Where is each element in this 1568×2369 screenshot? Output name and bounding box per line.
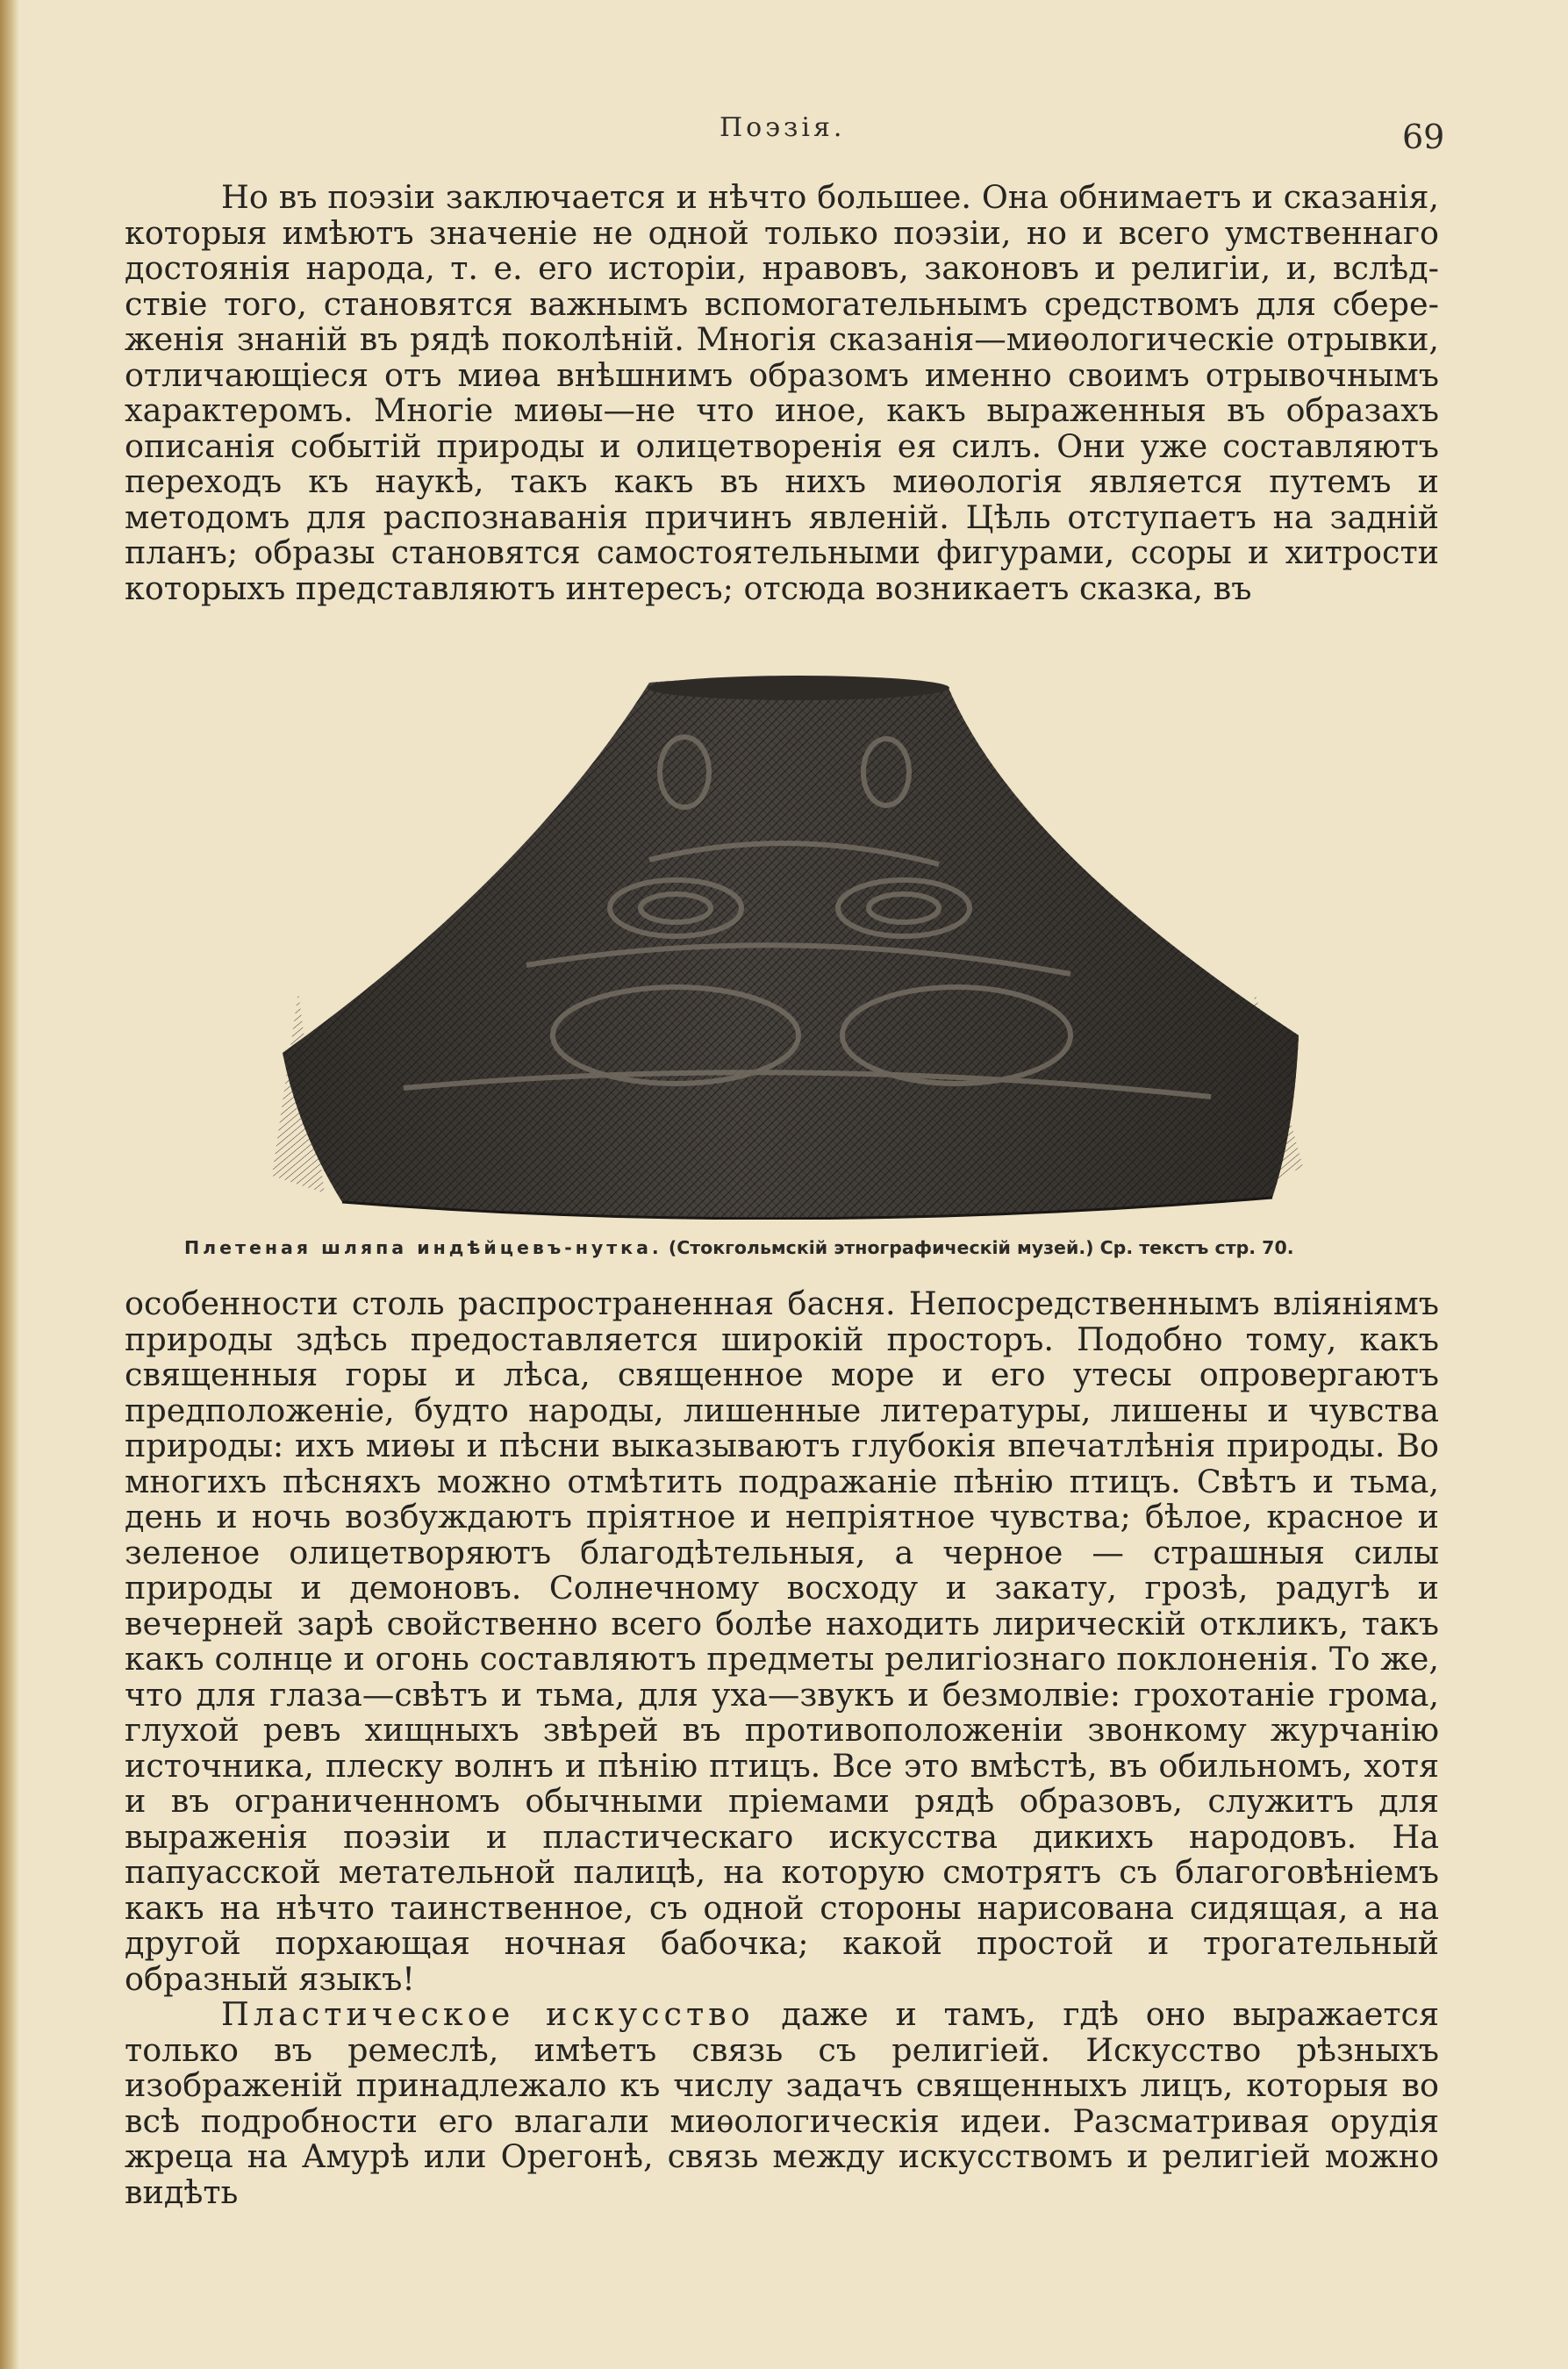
page-edge bbox=[0, 0, 19, 2369]
paragraph-2: особенности столь распространенная басня. Непосредственнымъ вліяніямъ природы здѣсь предоставляется широкій просторъ. Подобно тому, какъ священныя горы и лѣса, священное море и его утесы опровергаютъ предположеніе, будто народы, лишенные литературы, лишены и чувства природы: ихъ миѳы и пѣсни выказываютъ глубокія впечатлѣнія природы. Во многихъ пѣсняхъ можно отмѣтить подражаніе пѣнію птицъ. Свѣтъ и тьма, день и ночь возбуждаютъ пріятное и непріятное чувства; бѣлое, красное и зеленое олицетворяютъ благодѣтельныя, а черное — страшныя силы природы и демоновъ. Солнечному восходу и закату, грозѣ, радугѣ и вечерней зарѣ свойственно всего болѣе находить лирическій откликъ, такъ какъ солнце и огонь составляютъ предметы религіознаго поклоненія. То же, что для глаза—свѣтъ и тьма, для уха—звукъ и безмолвіе: грохотаніе грома, глухой ревъ хищныхъ звѣрей въ противоположеніи звонкому журчанію источника, плеску волнъ и пѣнію птицъ. Все это вмѣстѣ, въ обильномъ, хотя и въ ограниченномъ обычными пріемами рядѣ образовъ, служитъ для выраженія поэзіи и пластическаго искусства дикихъ народовъ. На папуасской метательной палицѣ, на которую смотрятъ съ благоговѣніемъ какъ на нѣчто таинственное, съ одной стороны нарисована сидящая, а на другой порхающая ночная бабочка; какой простой и трогательный образный языкъ! bbox=[125, 1285, 1439, 1998]
figure-caption bbox=[184, 1237, 1413, 1258]
woven-hat-engraving bbox=[263, 676, 1313, 1220]
paragraph-3-lead: Пластическое искусство bbox=[221, 1995, 755, 2033]
running-title: Поэзія. bbox=[720, 112, 846, 143]
caption-title: Плетеная шляпа индѣйцевъ-нутка. bbox=[184, 1237, 662, 1258]
hat-crown-rim bbox=[648, 676, 949, 700]
caption-rest: (Стокгольмскій этнографическій музей.) Ср. текстъ стр. 70. bbox=[668, 1237, 1294, 1258]
page-header bbox=[0, 104, 1568, 156]
text-block-bottom bbox=[125, 1286, 1439, 2210]
paragraph-3 bbox=[125, 1997, 1439, 2210]
text-block-top bbox=[125, 180, 1439, 606]
figure-hat-illustration bbox=[263, 676, 1313, 1220]
page-number: 69 bbox=[1402, 118, 1445, 156]
paragraph-3-rest: даже и тамъ, гдѣ оно выражается только въ ремеслѣ, имѣетъ связь съ религіей. Искусство рѣзныхъ изображеній принадлежало къ числу задачъ священныхъ лицъ, которыя во всѣ подробности его влагали миѳологическія идеи. Разсматривая орудія жреца на Амурѣ или Орегонѣ, связь между искусствомъ и религіей можно видѣть bbox=[125, 1995, 1439, 2211]
paragraph-1: Но въ поэзіи заключается и нѣчто большее. Она обнимаетъ и сказанія, которыя имѣютъ значеніе не одной только поэзіи, но и всего умственнаго достоянія народа, т. е. его исторіи, нравовъ, законовъ и религіи, и, вслѣдствіе того, становятся важнымъ вспомогательнымъ средствомъ для сбереженія знаній въ рядѣ поколѣній. Многія сказанія—миѳологическіе отрывки, отличающіеся отъ миѳа внѣшнимъ образомъ именно своимъ отрывочнымъ характеромъ. Многіе миѳы—не что иное, какъ выраженныя въ образахъ описанія событій природы и олицетворенія ея силъ. Они уже составляютъ переходъ къ наукѣ, такъ какъ въ нихъ миѳологія является путемъ и методомъ для распознаванія причинъ явленій. Цѣль отступаетъ на задній планъ; образы становятся самостоятельными фигурами, ссоры и хитрости которыхъ представляютъ интересъ; отсюда возникаетъ сказка, въ bbox=[125, 178, 1439, 607]
